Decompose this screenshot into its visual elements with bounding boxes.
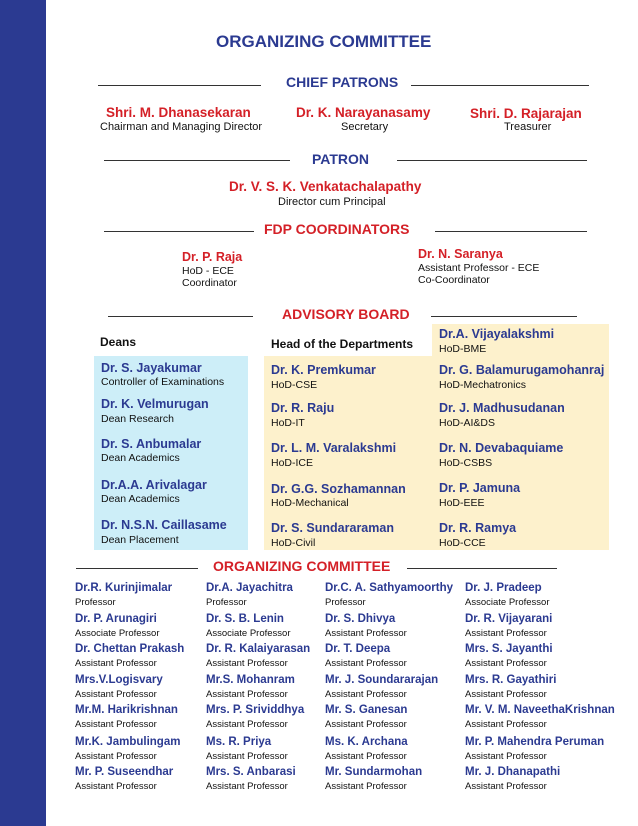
committee-member-name: Mrs. R. Gayathiri <box>465 674 557 686</box>
committee-member-name: Dr.A. Jayachitra <box>206 582 293 594</box>
committee-member-role: Assistant Professor <box>325 781 407 792</box>
dean-name: Dr. S. Anbumalar <box>101 437 202 451</box>
dean-role: Controller of Examinations <box>101 376 225 388</box>
divider <box>98 85 261 86</box>
hod-role: HoD-Mechatronics <box>439 379 526 391</box>
fdp-heading: FDP COORDINATORS <box>264 221 410 237</box>
committee-member-name: Mr.K. Jambulingam <box>75 736 181 748</box>
hod-name: Dr.A. Vijayalakshmi <box>439 327 555 341</box>
fdp-coordinator-name: Dr. P. Raja <box>182 250 243 264</box>
committee-member-role: Assistant Professor <box>325 658 407 669</box>
dean-role: Dean Academics <box>101 452 180 464</box>
committee-member-name: Mrs. S. Jayanthi <box>465 643 553 655</box>
committee-member-name: Mr. V. M. NaveethaKrishnan <box>465 704 615 716</box>
committee-member-role: Assistant Professor <box>206 658 288 669</box>
divider <box>104 160 290 161</box>
divider <box>411 85 589 86</box>
committee-member-role: Assistant Professor <box>465 628 547 639</box>
committee-member-name: Mr. P. Suseendhar <box>75 766 174 778</box>
committee-member-name: Ms. K. Archana <box>325 736 408 748</box>
committee-member-role: Assistant Professor <box>206 751 288 762</box>
hod-role: HoD-BME <box>439 343 487 355</box>
committee-member-name: Mr. J. Soundararajan <box>325 674 439 686</box>
committee-member-name: Mrs. S. Anbarasi <box>206 766 296 778</box>
divider <box>407 568 557 569</box>
committee-member-role: Assistant Professor <box>75 658 157 669</box>
committee-member-role: Assistant Professor <box>75 751 157 762</box>
hod-name: Dr. G. Balamurugamohanraj <box>439 363 605 377</box>
hod-name: Dr. N. Devabaquiame <box>439 441 564 455</box>
hod-name: Dr. K. Premkumar <box>271 363 376 377</box>
hod-role: HoD-EEE <box>439 497 485 509</box>
committee-member-name: Mr.M. Harikrishnan <box>75 704 178 716</box>
patron-heading: PATRON <box>312 151 370 167</box>
committee-member-name: Mr. J. Dhanapathi <box>465 766 561 778</box>
committee-member-name: Mr. S. Ganesan <box>325 704 408 716</box>
hod-name: Dr. R. Ramya <box>439 521 517 535</box>
hod-role: HoD-IT <box>271 417 305 429</box>
committee-member-name: Ms. R. Priya <box>206 736 272 748</box>
committee-member-name: Dr. R. Vijayarani <box>465 613 553 625</box>
divider <box>431 316 577 317</box>
committee-member-role: Assistant Professor <box>206 689 288 700</box>
fdp-coordinator-role: HoD - ECE <box>182 265 234 277</box>
committee-member-role: Assistant Professor <box>465 751 547 762</box>
committee-member-role: Assistant Professor <box>325 689 407 700</box>
hod-role: HoD-Civil <box>271 537 316 549</box>
committee-member-name: Dr. J. Pradeep <box>465 582 542 594</box>
committee-member-role: Assistant Professor <box>465 658 547 669</box>
committee-member-role: Professor <box>325 597 366 608</box>
fdp-coordinator-sub: Coordinator <box>182 277 237 289</box>
divider <box>108 316 253 317</box>
fdp-coordinator-sub: Co-Coordinator <box>418 274 490 286</box>
committee-member-name: Mrs. P. Srividdhya <box>206 704 305 716</box>
committee-member-name: Dr.C. A. Sathyamoorthy <box>325 582 454 594</box>
committee-member-name: Mrs.V.Logisvary <box>75 674 163 686</box>
committee-member-role: Assistant Professor <box>465 719 547 730</box>
committee-heading: ORGANIZING COMMITTEE <box>213 558 391 574</box>
divider <box>435 231 587 232</box>
committee-member-role: Professor <box>75 597 116 608</box>
committee-member-role: Assistant Professor <box>75 719 157 730</box>
committee-member-name: Mr.S. Mohanram <box>206 674 295 686</box>
hod-name: Dr. J. Madhusudanan <box>439 401 565 415</box>
committee-member-role: Assistant Professor <box>75 781 157 792</box>
hod-panel-right <box>432 324 609 550</box>
committee-member-name: Dr. S. Dhivya <box>325 613 396 625</box>
advisory-heading: ADVISORY BOARD <box>282 306 410 322</box>
chief-patrons-heading: CHIEF PATRONS <box>286 74 399 90</box>
committee-member-role: Assistant Professor <box>325 719 407 730</box>
committee-member-role: Associate Professor <box>75 628 160 639</box>
committee-member-role: Assistant Professor <box>206 781 288 792</box>
dean-role: Dean Placement <box>101 534 179 546</box>
deans-label: Deans <box>100 335 137 349</box>
page-title: ORGANIZING COMMITTEE <box>216 32 432 51</box>
committee-member-role: Professor <box>206 597 247 608</box>
hod-role: HoD-Mechanical <box>271 497 349 509</box>
chief-patron-role: Secretary <box>341 121 389 133</box>
dean-name: Dr. N.S.N. Caillasame <box>101 518 227 532</box>
committee-member-role: Assistant Professor <box>465 781 547 792</box>
committee-member-role: Assistant Professor <box>325 751 407 762</box>
committee-member-role: Assistant Professor <box>465 689 547 700</box>
dean-name: Dr.A.A. Arivalagar <box>101 478 207 492</box>
fdp-coordinator-role: Assistant Professor - ECE <box>418 262 540 274</box>
committee-member-name: Dr. R. Kalaiyarasan <box>206 643 311 655</box>
fdp-coordinator-name: Dr. N. Saranya <box>418 247 503 261</box>
committee-member-role: Assistant Professor <box>75 689 157 700</box>
committee-member-name: Dr. Chettan Prakash <box>75 643 185 655</box>
hod-role: HoD-CSBS <box>439 457 493 469</box>
hod-role: HoD-CSE <box>271 379 318 391</box>
chief-patron-name: Shri. M. Dhanasekaran <box>106 105 251 120</box>
hod-role: HoD-AI&DS <box>439 417 496 429</box>
committee-member-role: Associate Professor <box>465 597 550 608</box>
chief-patron-name: Shri. D. Rajarajan <box>470 106 582 121</box>
committee-member-role: Assistant Professor <box>325 628 407 639</box>
divider <box>104 231 254 232</box>
dean-name: Dr. S. Jayakumar <box>101 361 202 375</box>
hod-name: Dr. G.G. Sozhamannan <box>271 482 406 496</box>
committee-member-name: Mr. Sundarmohan <box>325 766 423 778</box>
committee-member-name: Dr. T. Deepa <box>325 643 391 655</box>
left-side-bar <box>0 0 46 826</box>
divider <box>397 160 587 161</box>
hod-name: Dr. L. M. Varalakshmi <box>271 441 397 455</box>
committee-member-name: Dr. S. B. Lenin <box>206 613 284 625</box>
chief-patron-role: Treasurer <box>504 121 552 133</box>
chief-patron-name: Dr. K. Narayanasamy <box>296 105 431 120</box>
committee-member-role: Associate Professor <box>206 628 291 639</box>
committee-member-role: Assistant Professor <box>206 719 288 730</box>
committee-member-name: Dr.R. Kurinjimalar <box>75 582 173 594</box>
chief-patron-role: Chairman and Managing Director <box>100 121 263 133</box>
dean-role: Dean Research <box>101 413 174 425</box>
divider <box>76 568 198 569</box>
patron-name: Dr. V. S. K. Venkatachalapathy <box>229 179 422 194</box>
hod-name: Dr. R. Raju <box>271 401 335 415</box>
committee-member-name: Mr. P. Mahendra Peruman <box>465 736 605 748</box>
patron-role: Director cum Principal <box>278 196 386 208</box>
hod-role: HoD-CCE <box>439 537 486 549</box>
hod-role: HoD-ICE <box>271 457 314 469</box>
dean-role: Dean Academics <box>101 493 180 505</box>
hod-name: Dr. S. Sundararaman <box>271 521 394 535</box>
hod-name: Dr. P. Jamuna <box>439 481 521 495</box>
hods-label: Head of the Departments <box>271 337 414 351</box>
dean-name: Dr. K. Velmurugan <box>101 397 209 411</box>
committee-member-name: Dr. P. Arunagiri <box>75 613 157 625</box>
